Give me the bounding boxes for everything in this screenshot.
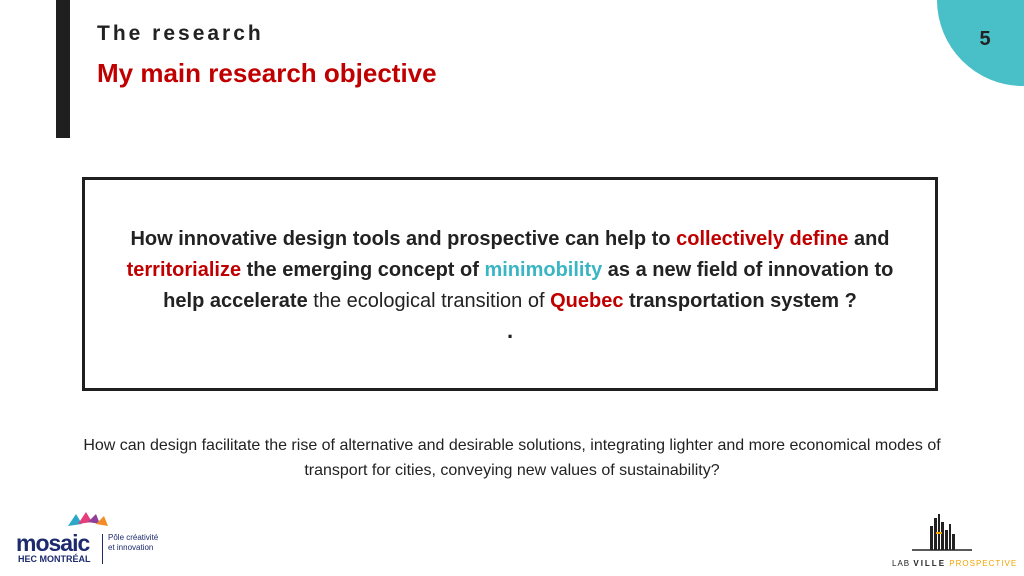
research-question: How can design facilitate the rise of alternative and desirable solutions, integrating lighter and more economical modes of transport for cities, conveying new values of sustainability? <box>83 437 941 479</box>
mosaic-tagline-line-2: et innovation <box>108 543 154 552</box>
objective-highlight-minimobility: minimobility <box>484 259 603 281</box>
mosaic-tagline-line-1: Pôle créativité <box>108 533 159 542</box>
objective-part: How innovative design tools and prospective can help to <box>130 228 677 250</box>
objective-part: the emerging concept of <box>241 259 485 281</box>
mosaic-hec-logo <box>14 512 174 568</box>
lab-ville-prospective-logo <box>890 512 1024 572</box>
lab-ville: VILLE <box>913 559 947 568</box>
hec-montreal-text: HEC MONTRÉAL <box>18 554 91 564</box>
mosaic-tagline <box>108 533 178 553</box>
objective-box <box>82 177 938 391</box>
objective-dot: . <box>506 318 514 343</box>
objective-part: the ecological transition of <box>313 290 551 312</box>
left-accent-bar <box>56 0 70 138</box>
page-title: My main research objective <box>97 58 437 88</box>
lab-logo-text <box>892 559 1017 568</box>
objective-highlight-territorialize: territorialize <box>126 259 242 281</box>
objective-highlight-quebec: Quebec <box>550 290 624 312</box>
objective-part: and <box>848 228 890 250</box>
objective-part: transportation system ? <box>623 290 857 312</box>
lab-prefix: LAB <box>892 559 911 568</box>
objective-part: as a new field of innovation to help accelerate <box>163 259 894 312</box>
logo-divider <box>102 534 103 564</box>
section-label: The research <box>97 22 264 45</box>
objective-statement <box>105 224 915 317</box>
mosaic-wordmark: mosaic <box>16 530 90 556</box>
page-number: 5 <box>979 28 991 50</box>
city-skyline-icon <box>912 512 972 556</box>
lab-prospective: PROSPECTIVE <box>949 559 1018 568</box>
objective-highlight-collectively-define: collectively define <box>676 228 849 250</box>
